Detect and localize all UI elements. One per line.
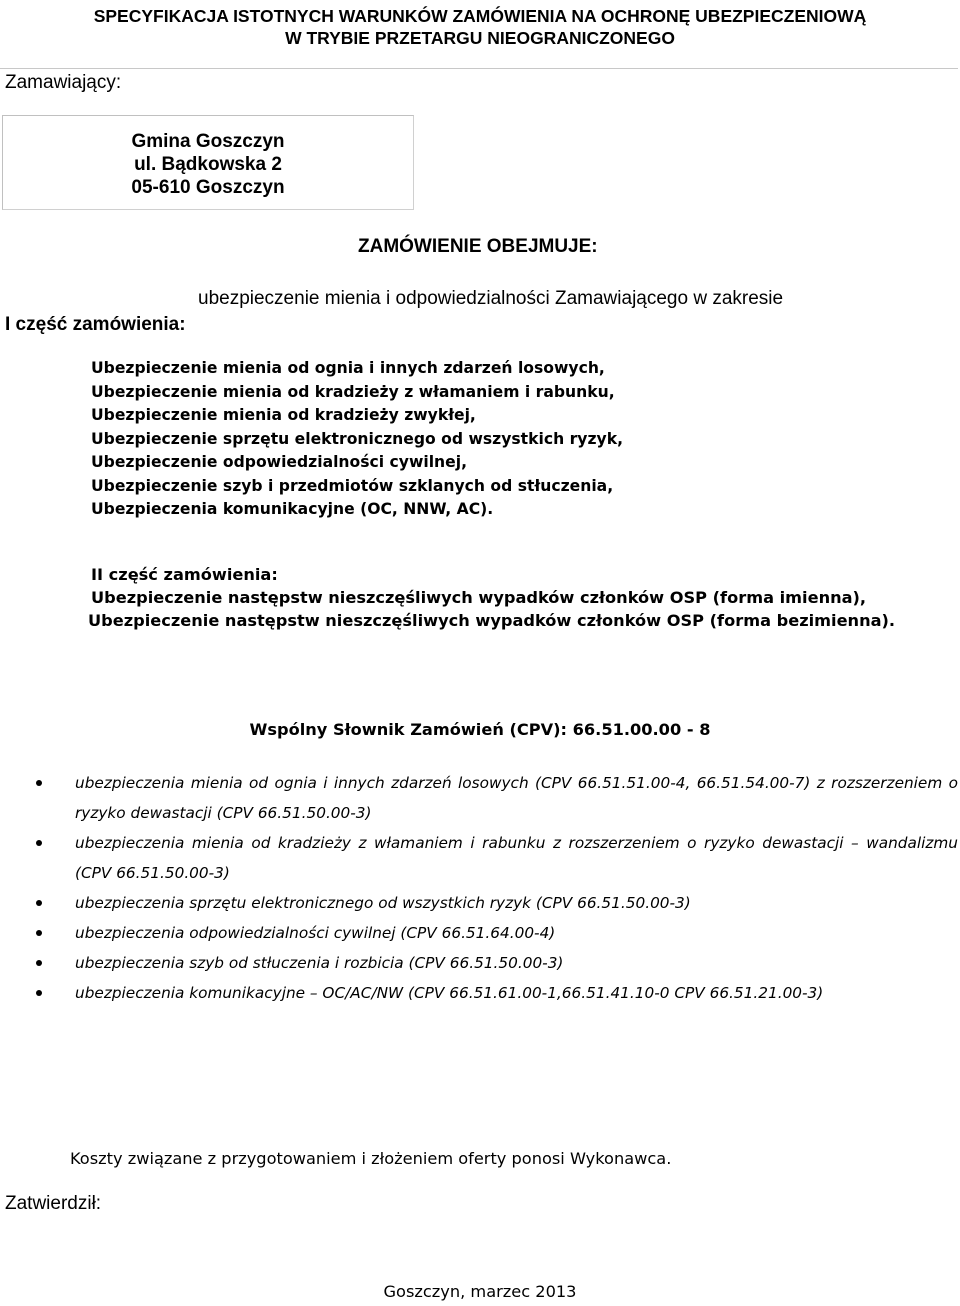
cpv-list-item xyxy=(32,828,958,888)
ordering-party-street: ul. Bądkowska 2 xyxy=(134,154,282,175)
part1-item: Ubezpieczenie mienia od kradzieży zwykłej, xyxy=(91,406,476,424)
part1-intro: ubezpieczenie mienia i odpowiedzialności Zamawiającego w zakresie xyxy=(198,288,784,309)
cpv-item-text: ubezpieczenia sprzętu elektronicznego od wszystkich ryzyk (CPV 66.51.50.00-3) xyxy=(75,894,691,912)
cpv-list-item xyxy=(32,768,958,828)
part1-item: Ubezpieczenie mienia od kradzieży z włamaniem i rabunku, xyxy=(91,383,615,401)
place-date: Goszczyn, marzec 2013 xyxy=(383,1282,577,1301)
cpv-item-text: ubezpieczenia komunikacyjne – OC/AC/NW (CPV 66.51.61.00-1,66.51.41.10-0 CPV 66.51.21.00-3) xyxy=(75,984,824,1002)
part1-item: Ubezpieczenie sprzętu elektronicznego od wszystkich ryzyk, xyxy=(91,430,623,448)
part1-item: Ubezpieczenie odpowiedzialności cywilnej, xyxy=(91,453,468,471)
ordering-party-name: Gmina Goszczyn xyxy=(131,131,285,152)
costs-note: Koszty związane z przygotowaniem i złożeniem oferty ponosi Wykonawca. xyxy=(70,1149,672,1168)
cpv-item-text: ubezpieczenia odpowiedzialności cywilnej (CPV 66.51.64.00-4) xyxy=(75,924,556,942)
part2-label: II część zamówienia: xyxy=(91,565,278,584)
approved-label: Zatwierdził: xyxy=(5,1193,102,1214)
ordering-party-city: 05-610 Goszczyn xyxy=(131,177,285,198)
cpv-list xyxy=(32,768,958,1008)
document-title-line-1: SPECYFIKACJA ISTOTNYCH WARUNKÓW ZAMÓWIENIA NA OCHRONĘ UBEZPIECZENIOWĄ xyxy=(93,6,867,26)
ordering-party-address-box xyxy=(2,115,414,210)
part1-item: Ubezpieczenia komunikacyjne (OC, NNW, AC). xyxy=(91,500,494,518)
part1-item: Ubezpieczenie szyb i przedmiotów szklanych od stłuczenia, xyxy=(91,477,614,495)
part2-item: Ubezpieczenie następstw nieszczęśliwych wypadków członków OSP (forma imienna), xyxy=(91,588,867,607)
scope-heading: ZAMÓWIENIE OBEJMUJE: xyxy=(358,236,598,257)
cpv-list-item xyxy=(32,978,958,1008)
ordering-party-label: Zamawiający: xyxy=(5,72,122,93)
part1-label: I część zamówienia: xyxy=(5,314,186,335)
cpv-item-text: ubezpieczenia szyb od stłuczenia i rozbicia (CPV 66.51.50.00-3) xyxy=(75,954,564,972)
cpv-item-text: ubezpieczenia mienia od kradzieży z włamaniem i rabunku z rozszerzeniem o ryzyko dewastacji – wandalizmu (CPV 66.51.50.00-3) xyxy=(75,834,958,882)
cpv-list-item xyxy=(32,888,958,918)
part2-item: Ubezpieczenie następstw nieszczęśliwych wypadków członków OSP (forma bezimienna). xyxy=(88,611,896,630)
part1-item: Ubezpieczenie mienia od ognia i innych zdarzeń losowych, xyxy=(91,359,605,377)
document-title-line-2: W TRYBIE PRZETARGU NIEOGRANICZONEGO xyxy=(285,28,675,48)
header-divider xyxy=(0,68,958,69)
cpv-list-item xyxy=(32,918,958,948)
cpv-item-text: ubezpieczenia mienia od ognia i innych zdarzeń losowych (CPV 66.51.51.00-4, 66.51.54.00-7) z rozszerzeniem o ryzyko dewastacji (CPV 66.51.50.00-3) xyxy=(75,774,958,822)
cpv-title: Wspólny Słownik Zamówień (CPV): 66.51.00.00 - 8 xyxy=(249,720,711,739)
cpv-list-item xyxy=(32,948,958,978)
